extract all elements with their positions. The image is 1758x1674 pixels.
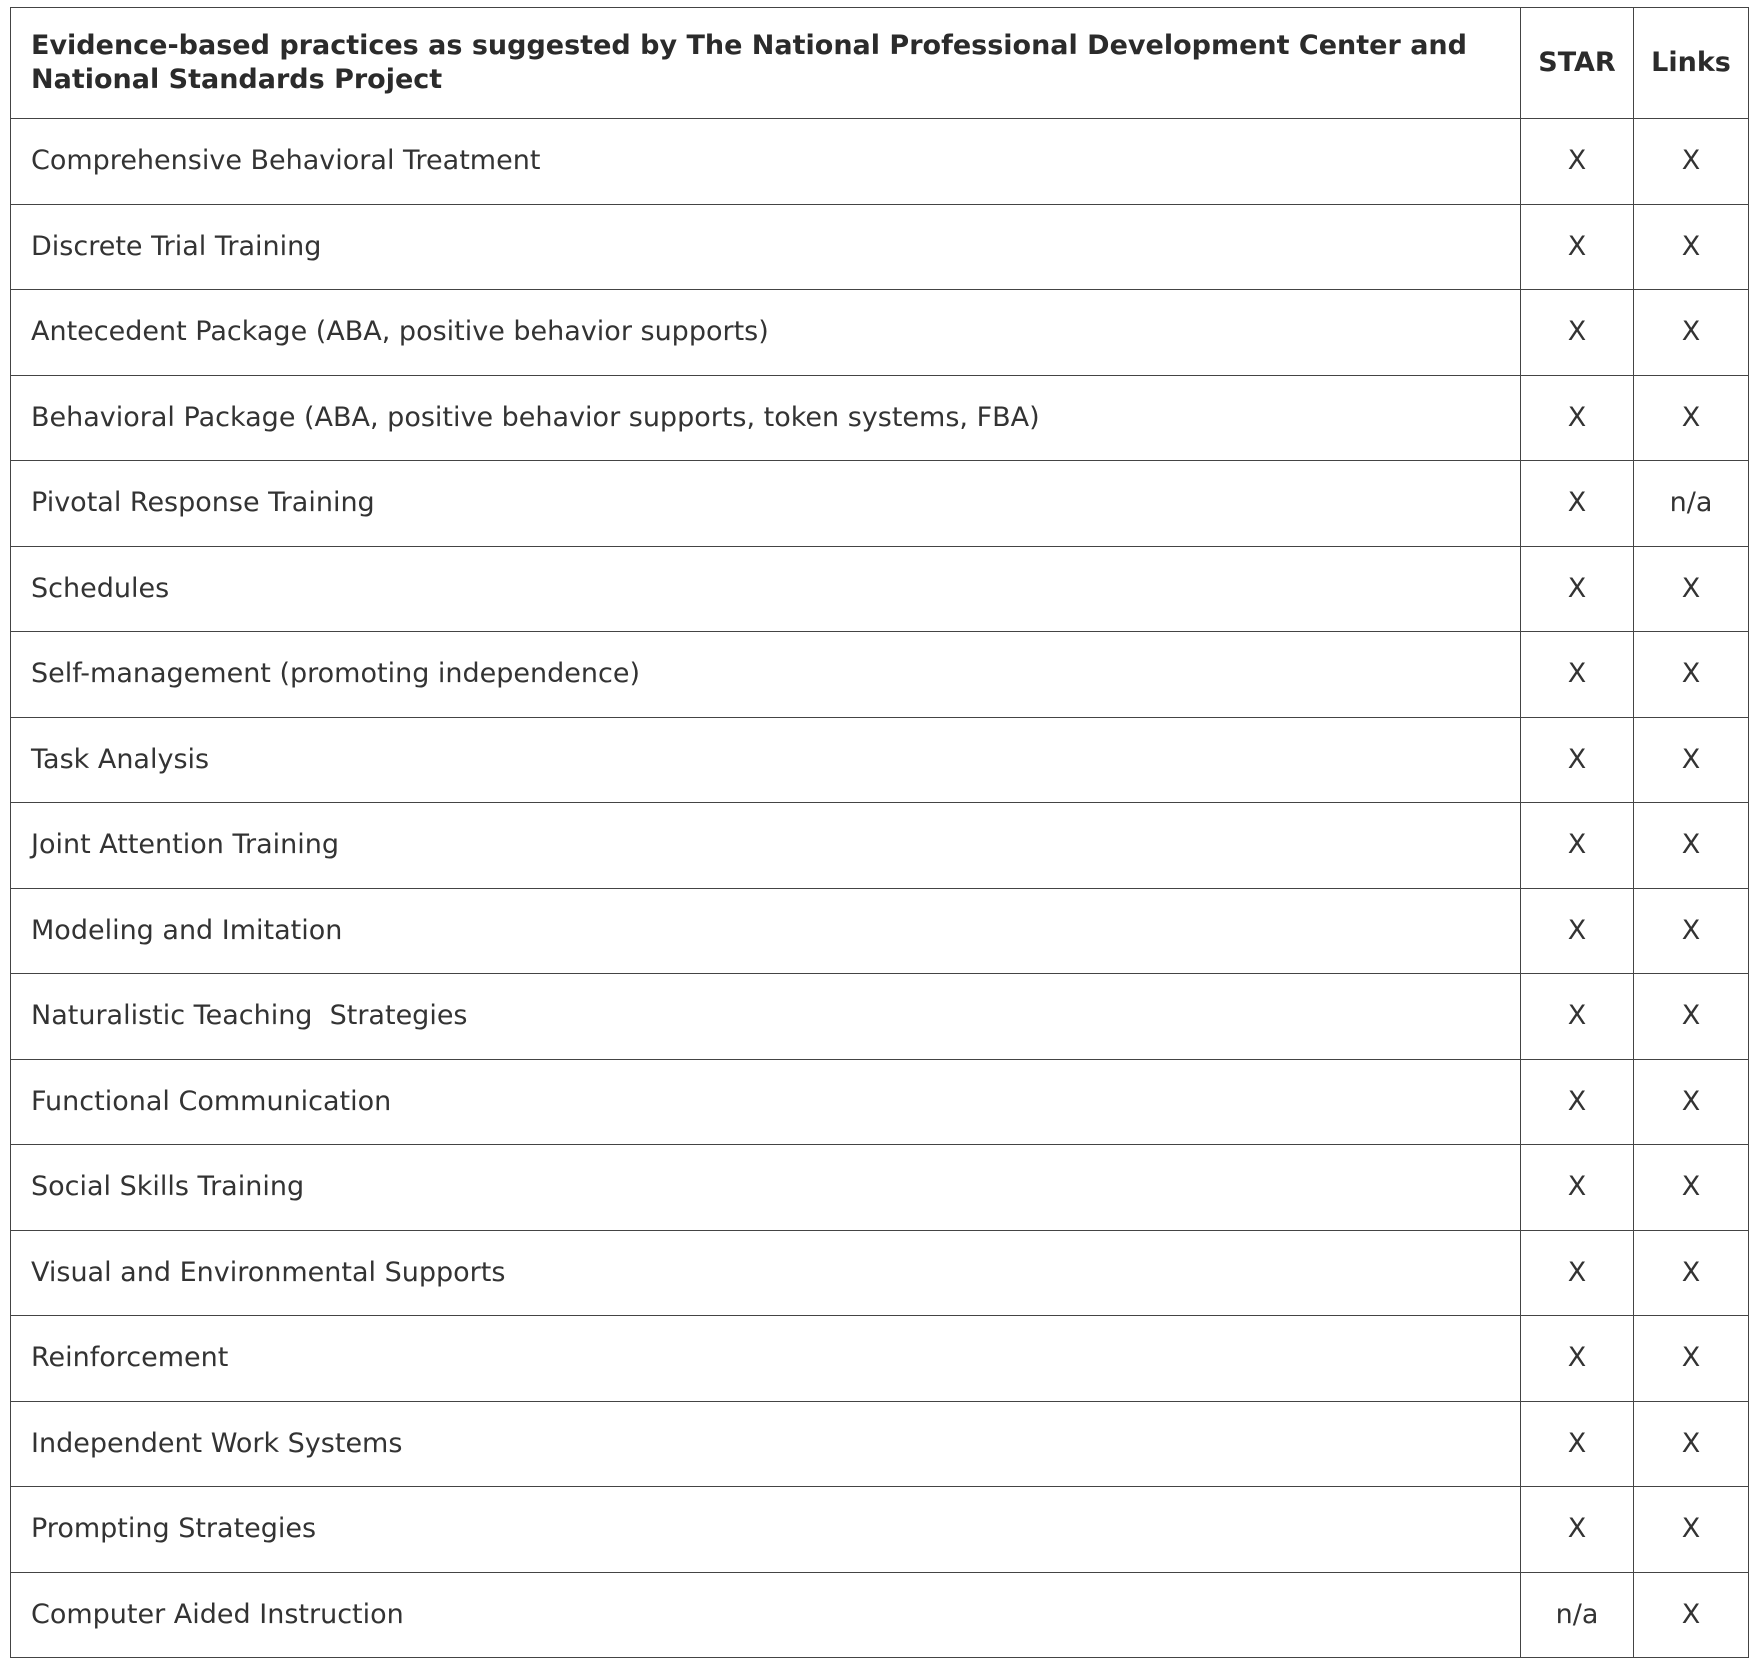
practice-cell: Behavioral Package (ABA, positive behavior supports, token systems, FBA)	[11, 375, 1521, 461]
table-row	[11, 1401, 1749, 1487]
star-column-header: STAR	[1521, 8, 1634, 119]
star-cell: X	[1521, 461, 1634, 547]
links-cell: X	[1634, 717, 1749, 803]
practice-cell: Visual and Environmental Supports	[11, 1230, 1521, 1316]
links-cell: X	[1634, 546, 1749, 632]
links-cell: X	[1634, 1230, 1749, 1316]
star-cell: X	[1521, 1401, 1634, 1487]
star-cell: X	[1521, 803, 1634, 889]
table-row	[11, 1059, 1749, 1145]
table-row	[11, 375, 1749, 461]
star-cell: X	[1521, 1487, 1634, 1573]
star-cell: X	[1521, 974, 1634, 1060]
practice-cell: Computer Aided Instruction	[11, 1572, 1521, 1658]
star-cell: X	[1521, 1059, 1634, 1145]
links-cell: X	[1634, 974, 1749, 1060]
practice-cell: Naturalistic Teaching Strategies	[11, 974, 1521, 1060]
table-row	[11, 119, 1749, 205]
links-cell: X	[1634, 1487, 1749, 1573]
practice-cell: Task Analysis	[11, 717, 1521, 803]
star-cell: X	[1521, 1145, 1634, 1231]
star-cell: X	[1521, 1230, 1634, 1316]
practice-cell: Schedules	[11, 546, 1521, 632]
table-row	[11, 1230, 1749, 1316]
table-row	[11, 888, 1749, 974]
links-cell: X	[1634, 119, 1749, 205]
table-header-row	[11, 8, 1749, 119]
links-cell: X	[1634, 290, 1749, 376]
practice-cell: Social Skills Training	[11, 1145, 1521, 1231]
links-cell: X	[1634, 1145, 1749, 1231]
star-cell: X	[1521, 290, 1634, 376]
practice-cell: Reinforcement	[11, 1316, 1521, 1402]
practice-column-header: Evidence-based practices as suggested by The National Professional Development Center and National Standards Project	[11, 8, 1521, 119]
star-cell: X	[1521, 119, 1634, 205]
star-cell: X	[1521, 717, 1634, 803]
table-row	[11, 546, 1749, 632]
star-cell: n/a	[1521, 1572, 1634, 1658]
table-row	[11, 1572, 1749, 1658]
table-row	[11, 1316, 1749, 1402]
star-cell: X	[1521, 632, 1634, 718]
table-row	[11, 1487, 1749, 1573]
links-cell: X	[1634, 375, 1749, 461]
table-row	[11, 803, 1749, 889]
practices-table	[10, 7, 1749, 1658]
practice-cell: Self-management (promoting independence)	[11, 632, 1521, 718]
table-row	[11, 632, 1749, 718]
practice-cell: Comprehensive Behavioral Treatment	[11, 119, 1521, 205]
practice-cell: Functional Communication	[11, 1059, 1521, 1145]
links-cell: X	[1634, 1401, 1749, 1487]
practice-cell: Pivotal Response Training	[11, 461, 1521, 547]
links-cell: X	[1634, 1316, 1749, 1402]
table-row	[11, 204, 1749, 290]
practice-cell: Antecedent Package (ABA, positive behavior supports)	[11, 290, 1521, 376]
practices-table-container	[10, 7, 1748, 1658]
practice-cell: Joint Attention Training	[11, 803, 1521, 889]
links-cell: X	[1634, 888, 1749, 974]
star-cell: X	[1521, 204, 1634, 290]
practice-cell: Discrete Trial Training	[11, 204, 1521, 290]
star-cell: X	[1521, 546, 1634, 632]
star-cell: X	[1521, 375, 1634, 461]
links-cell: X	[1634, 803, 1749, 889]
links-cell: X	[1634, 632, 1749, 718]
star-cell: X	[1521, 1316, 1634, 1402]
table-row	[11, 461, 1749, 547]
table-row	[11, 1145, 1749, 1231]
practice-cell: Modeling and Imitation	[11, 888, 1521, 974]
links-cell: X	[1634, 204, 1749, 290]
links-cell: X	[1634, 1059, 1749, 1145]
practice-cell: Prompting Strategies	[11, 1487, 1521, 1573]
table-row	[11, 717, 1749, 803]
links-cell: n/a	[1634, 461, 1749, 547]
table-row	[11, 974, 1749, 1060]
star-cell: X	[1521, 888, 1634, 974]
links-column-header: Links	[1634, 8, 1749, 119]
practice-cell: Independent Work Systems	[11, 1401, 1521, 1487]
table-row	[11, 290, 1749, 376]
links-cell: X	[1634, 1572, 1749, 1658]
